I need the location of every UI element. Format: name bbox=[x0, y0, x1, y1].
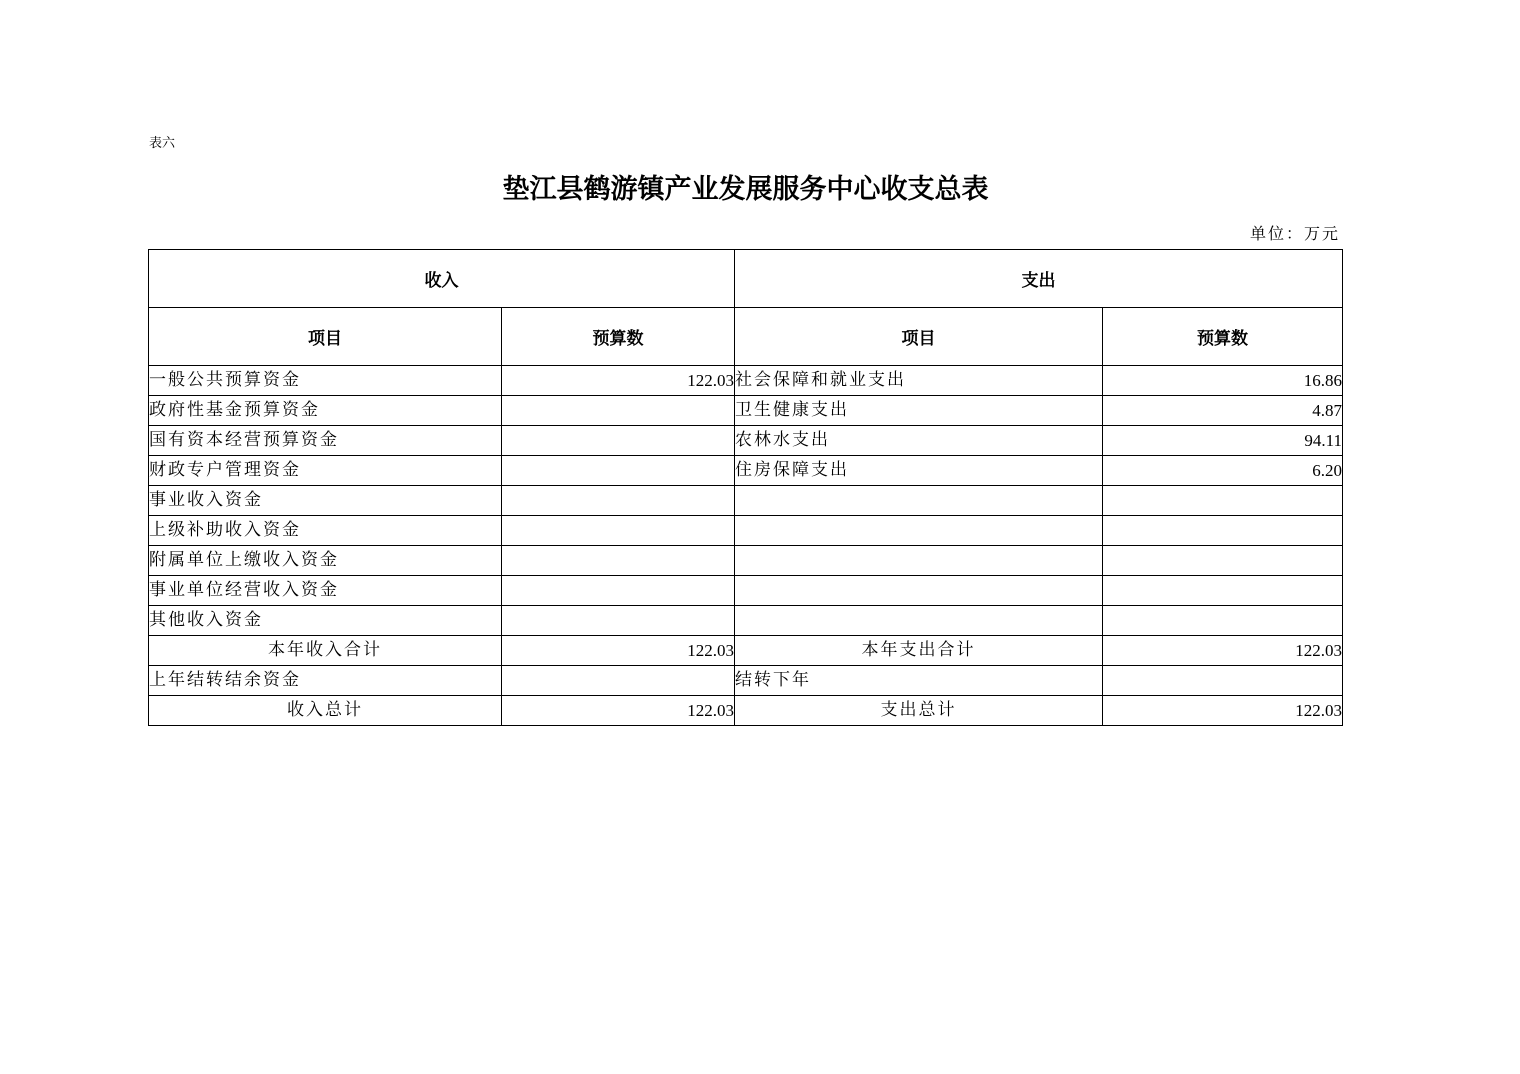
expense-group-header: 支出 bbox=[735, 250, 1343, 308]
expense-amount-cell: 94.11 bbox=[1103, 426, 1343, 456]
expense-item-cell bbox=[735, 576, 1103, 606]
expense-item-header: 项目 bbox=[735, 308, 1103, 366]
expense-amount-cell: 4.87 bbox=[1103, 396, 1343, 426]
income-group-header: 收入 bbox=[149, 250, 735, 308]
expense-amount-cell bbox=[1103, 516, 1343, 546]
income-amount-cell bbox=[502, 666, 735, 696]
expense-item-cell bbox=[735, 606, 1103, 636]
income-amount-cell: 122.03 bbox=[502, 696, 735, 726]
income-amount-cell bbox=[502, 516, 735, 546]
income-item-cell: 事业收入资金 bbox=[149, 486, 502, 516]
income-amount-cell bbox=[502, 426, 735, 456]
table-row-annual-total bbox=[149, 636, 1343, 666]
table-row bbox=[149, 666, 1343, 696]
table-row bbox=[149, 516, 1343, 546]
income-amount-cell: 122.03 bbox=[502, 636, 735, 666]
expense-amount-cell bbox=[1103, 546, 1343, 576]
expense-item-cell: 社会保障和就业支出 bbox=[735, 366, 1103, 396]
expense-item-cell bbox=[735, 516, 1103, 546]
expense-amount-header: 预算数 bbox=[1103, 308, 1343, 366]
table-label: 表六 bbox=[149, 136, 176, 151]
expense-amount-cell: 122.03 bbox=[1103, 636, 1343, 666]
expense-amount-cell bbox=[1103, 606, 1343, 636]
income-item-cell: 国有资本经营预算资金 bbox=[149, 426, 502, 456]
income-amount-cell: 122.03 bbox=[502, 366, 735, 396]
income-amount-cell bbox=[502, 546, 735, 576]
income-amount-header: 预算数 bbox=[502, 308, 735, 366]
expense-item-cell: 卫生健康支出 bbox=[735, 396, 1103, 426]
expense-item-cell: 支出总计 bbox=[735, 696, 1103, 726]
table-row bbox=[149, 366, 1343, 396]
expense-amount-cell bbox=[1103, 486, 1343, 516]
income-amount-cell bbox=[502, 396, 735, 426]
income-item-cell: 附属单位上缴收入资金 bbox=[149, 546, 502, 576]
expense-item-cell: 农林水支出 bbox=[735, 426, 1103, 456]
table-row bbox=[149, 546, 1343, 576]
unit-label: 单位：万元 bbox=[1249, 224, 1340, 243]
table-row-grand-total bbox=[149, 696, 1343, 726]
income-item-cell: 事业单位经营收入资金 bbox=[149, 576, 502, 606]
expense-item-cell bbox=[735, 546, 1103, 576]
income-item-cell: 上年结转结余资金 bbox=[149, 666, 502, 696]
expense-item-cell: 住房保障支出 bbox=[735, 456, 1103, 486]
income-item-header: 项目 bbox=[149, 308, 502, 366]
income-item-cell: 一般公共预算资金 bbox=[149, 366, 502, 396]
income-item-cell: 政府性基金预算资金 bbox=[149, 396, 502, 426]
income-item-cell: 上级补助收入资金 bbox=[149, 516, 502, 546]
table-group-header-row bbox=[149, 250, 1343, 308]
income-expense-table bbox=[148, 249, 1343, 726]
expense-amount-cell bbox=[1103, 576, 1343, 606]
income-amount-cell bbox=[502, 456, 735, 486]
income-item-cell: 本年收入合计 bbox=[149, 636, 502, 666]
table-row bbox=[149, 426, 1343, 456]
income-item-cell: 收入总计 bbox=[149, 696, 502, 726]
expense-item-cell: 本年支出合计 bbox=[735, 636, 1103, 666]
income-amount-cell bbox=[502, 486, 735, 516]
page-title: 垫江县鹤游镇产业发展服务中心收支总表 bbox=[502, 174, 989, 205]
table-row bbox=[149, 486, 1343, 516]
table-row bbox=[149, 396, 1343, 426]
table-row bbox=[149, 606, 1343, 636]
expense-item-cell: 结转下年 bbox=[735, 666, 1103, 696]
table-row bbox=[149, 456, 1343, 486]
expense-item-cell bbox=[735, 486, 1103, 516]
expense-amount-cell bbox=[1103, 666, 1343, 696]
expense-amount-cell: 6.20 bbox=[1103, 456, 1343, 486]
income-item-cell: 财政专户管理资金 bbox=[149, 456, 502, 486]
table-row bbox=[149, 576, 1343, 606]
table-column-header-row bbox=[149, 308, 1343, 366]
expense-amount-cell: 122.03 bbox=[1103, 696, 1343, 726]
income-amount-cell bbox=[502, 606, 735, 636]
income-amount-cell bbox=[502, 576, 735, 606]
income-item-cell: 其他收入资金 bbox=[149, 606, 502, 636]
expense-amount-cell: 16.86 bbox=[1103, 366, 1343, 396]
